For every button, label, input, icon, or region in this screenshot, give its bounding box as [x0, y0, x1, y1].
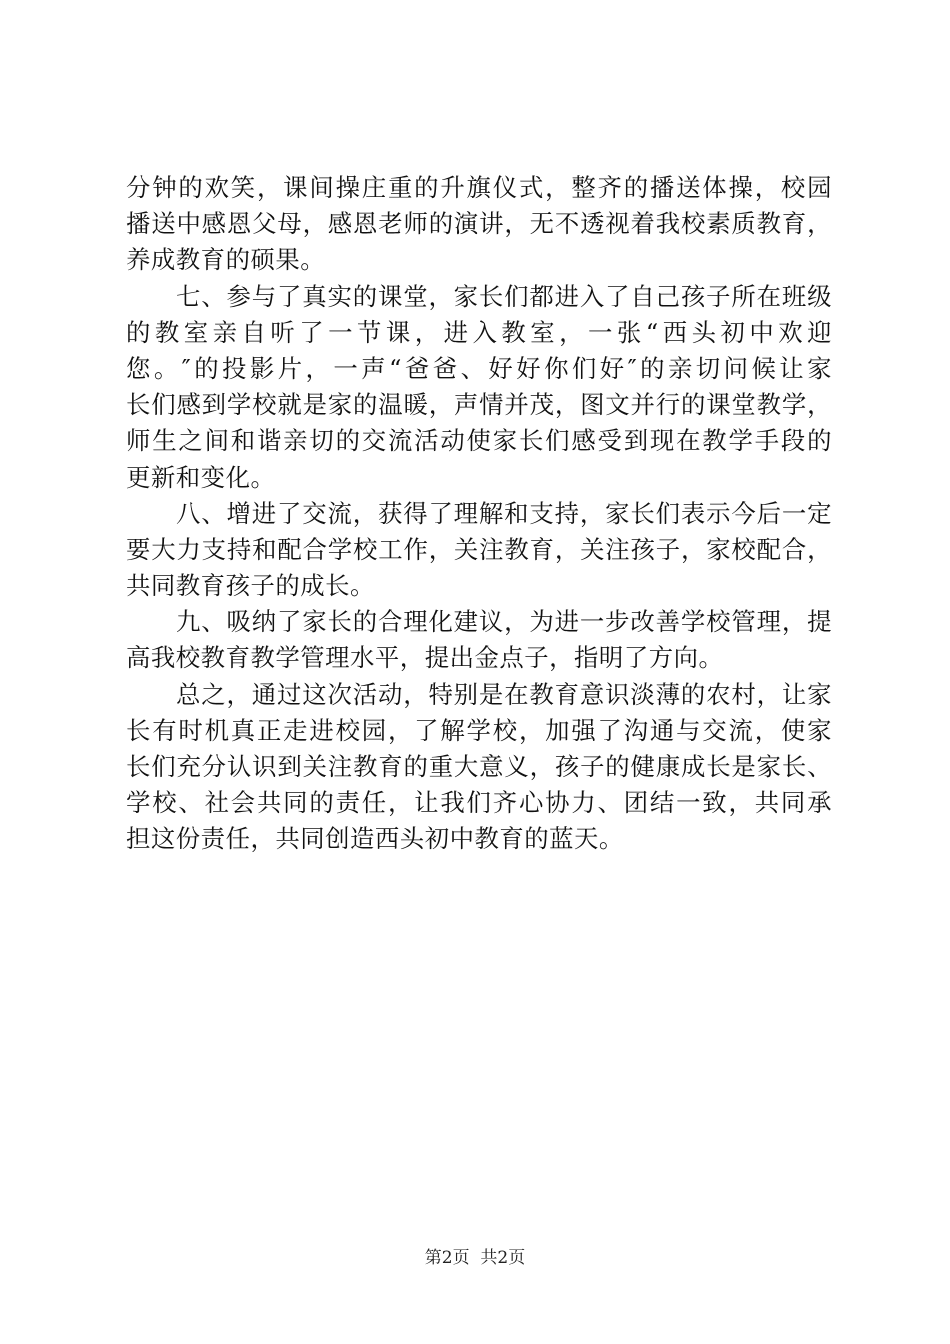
page-footer	[0, 1243, 950, 1268]
page-number: 第2页 共2页	[424, 1248, 526, 1268]
text-line: 的教室亲自听了一节课，进入教室，一张“西头初中欢迎	[126, 317, 832, 347]
text-line: 更新和变化。	[126, 462, 276, 492]
text-line: 师生之间和谐亲切的交流活动使家长们感受到现在教学手段的	[126, 426, 832, 456]
text-line: 长们感到学校就是家的温暖，声情并茂，图文并行的课堂教学，	[126, 390, 832, 420]
text-line: 学校、社会共同的责任，让我们齐心协力、团结一致，共同承	[126, 788, 832, 818]
text-line: 分钟的欢笑，课间操庄重的升旗仪式，整齐的播送体操，校园	[126, 173, 832, 202]
text-line: 七、参与了真实的课堂，家长们都进入了自己孩子所在班级	[176, 281, 832, 311]
body-text	[126, 170, 832, 858]
text-line: 担这份责任，共同创造西头初中教育的蓝天。	[126, 824, 624, 854]
text-line: 长有时机真正走进校园，了解学校，加强了沟通与交流，使家	[126, 715, 832, 745]
text-line: 您。″的投影片，一声“爸爸、好好你们好″的亲切问候让家	[126, 353, 832, 383]
text-line: 高我校教育教学管理水平，提出金点子，指明了方向。	[126, 643, 724, 673]
text-line: 要大力支持和配合学校工作，关注教育，关注孩子，家校配合，	[126, 534, 832, 564]
text-line: 长们充分认识到关注教育的重大意义，孩子的健康成长是家长、	[126, 752, 832, 781]
text-line: 九、吸纳了家长的合理化建议，为进一步改善学校管理，提	[176, 607, 832, 637]
text-line: 播送中感恩父母，感恩老师的演讲，无不透视着我校素质教育，	[126, 209, 832, 239]
text-line: 共同教育孩子的成长。	[126, 571, 375, 601]
text-line: 养成教育的硕果。	[126, 245, 326, 275]
text-line: 总之，通过这次活动，特别是在教育意识淡薄的农村，让家	[176, 679, 832, 709]
text-line: 八、增进了交流，获得了理解和支持，家长们表示今后一定	[176, 498, 832, 528]
